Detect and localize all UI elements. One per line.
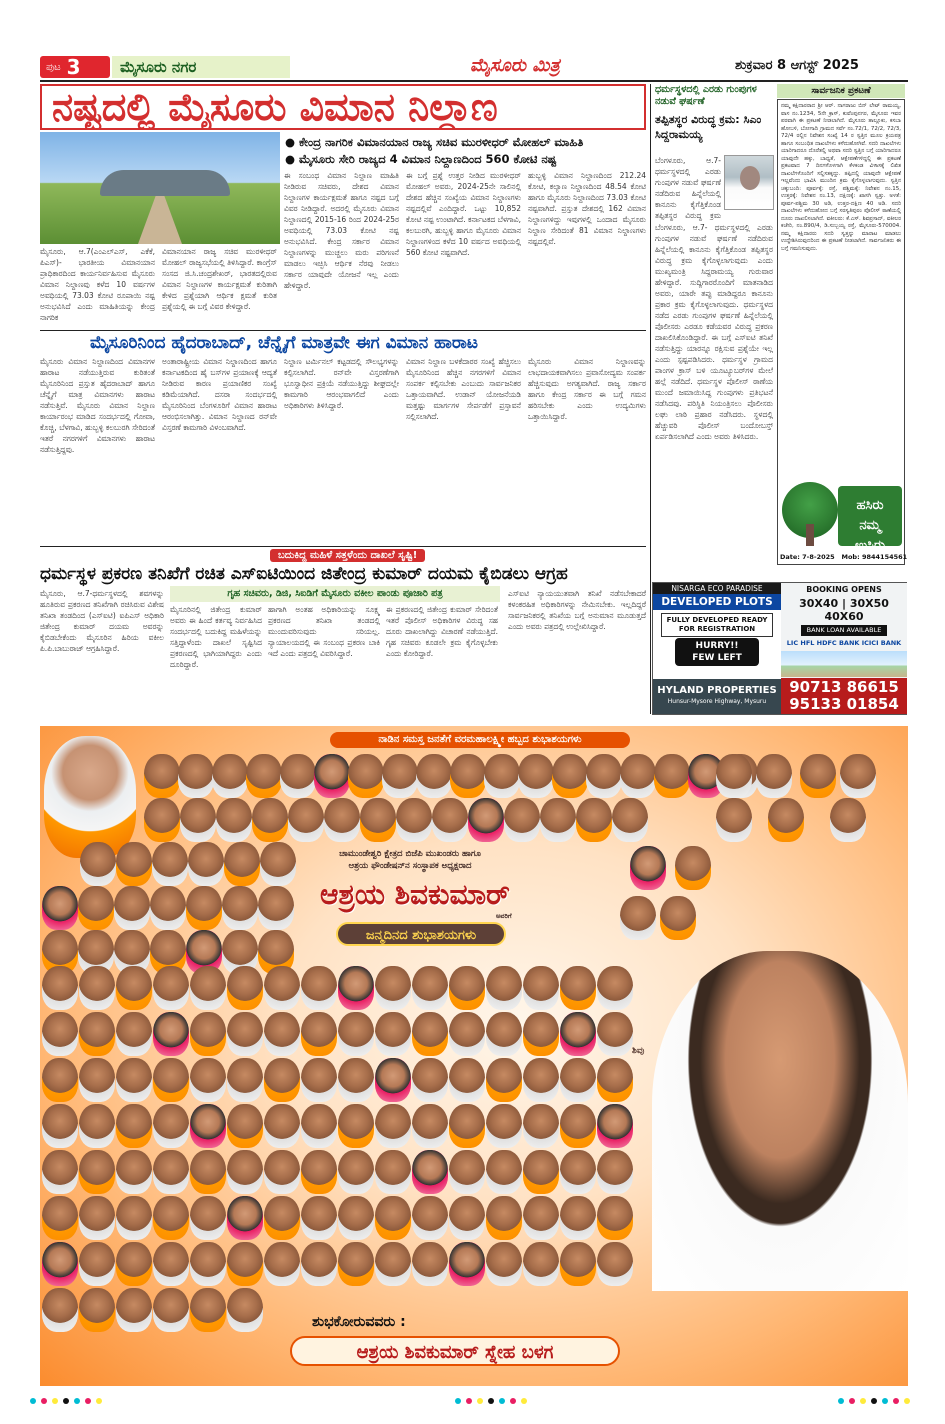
supporter-portrait — [523, 1242, 559, 1286]
registration-dot — [499, 1398, 505, 1404]
supporter-portrait — [630, 846, 666, 890]
second-column-3: ನಿಲ್ದಾಣ ಟರ್ಮಿನಲ್ ಕಟ್ಟಡದಲ್ಲಿ ಸೌಲಭ್ಯಗಳನ್ನು ಕಲ್ಪಿಸಲಾಗಿದೆ. ರನ್‌ವೇ ವಿಸ್ತರಣೆಗಾಗಿ ಭೂಸ್ವಾಧೀನ ಪ್ರಕ್ರಿಯೆ ನಡೆಯುತ್ತಿದ್ದು ಶೀಘ್ರದಲ್ಲೇ ಕಾಮಗಾರಿ ಆರಂಭವಾಗಲಿದೆ ಎಂದು ಅಧಿಕಾರಿಗಳು ತಿಳಿಸಿದ್ದಾರೆ. — [284, 357, 399, 410]
supporter-portrait — [360, 798, 396, 842]
supporter-portrait — [153, 1196, 189, 1240]
supporter-portrait — [486, 1012, 522, 1056]
story-divider — [40, 546, 646, 547]
second-column-1: ಮೈಸೂರು ವಿಮಾನ ನಿಲ್ದಾಣದಿಂದ ವಿಮಾನಗಳ ಹಾರಾಟ ನಡೆಯುತ್ತಿರುವ ಕುರಿತಂತೆ ಮೈಸೂರಿನಿಂದ ಪ್ರಸ್ತುತ ಹೈದರಾಬಾದ್ ಹಾಗೂ ಚೆನ್ನೈಗೆ ಮಾತ್ರ ವಿಮಾನಗಳು ಹಾರಾಟ ನಡೆಸುತ್ತಿವೆ. ಮೈಸೂರು ವಿಮಾನ ನಿಲ್ದಾಣ ಕಾರ್ಯಾರಂಭ ಮಾಡಿದ ಸಂದರ್ಭದಲ್ಲಿ ಗೋವಾ, ಕೊಚ್ಚಿ, ಬೆಳಗಾವಿ, ಹುಬ್ಬಳ್ಳಿ ಕಲಬುರಗಿ ಸೇರಿದಂತೆ ಇತರೆ ನಗರಗಳಿಗೆ ವಿಮಾನಗಳು ಹಾರಾಟ ನಡೆಸುತ್ತಿದ್ದವು. — [40, 357, 155, 454]
honoree-description: ಚಾಮುಂಡೇಶ್ವರಿ ಕ್ಷೇತ್ರದ ಬಿಜೆಪಿ ಮುಖಂಡರು ಹಾಗೂ ಆಶ್ರಯ ಫೌಂಡೇಷನ್‌ನ ಸಂಸ್ಥಾಪಕ ಅಧ್ಯಕ್ಷರಾದ — [339, 849, 481, 871]
supporter-portrait — [144, 798, 180, 842]
supporter-portrait — [800, 754, 836, 798]
lead-column-5: ಹುಬ್ಬಳ್ಳಿ ವಿಮಾನ ನಿಲ್ದಾಣದಿಂದ 212.24 ಕೋಟಿ, ಕಲ್ಯಾಣ ನಿಲ್ದಾಣದಿಂದ 48.54 ಕೋಟಿ ಹಾಗೂ ಮೈಸೂರು ನಿಲ್ದಾಣದಿಂದ 73.03 ಕೋಟಿ ನಷ್ಟವಾಗಿದೆ. ಪ್ರಸ್ತುತ ದೇಶದಲ್ಲಿ 162 ವಿಮಾನ ನಿಲ್ದಾಣಗಳಿದ್ದು ಇವುಗಳಲ್ಲಿ ಒಂದಾದ ಮೈಸೂರು ನಿಲ್ದಾಣ ಸೇರಿದಂತೆ 81 ವಿಮಾನ ನಿಲ್ದಾಣಗಳು ನಷ್ಟದಲ್ಲಿವೆ. — [528, 171, 646, 246]
supporter-portrait — [180, 798, 216, 842]
supporter-portrait — [178, 754, 214, 798]
re-site-photo — [781, 651, 907, 677]
supporter-portrait — [412, 1104, 448, 1148]
supporter-portrait — [190, 1150, 226, 1194]
third-column-4: ಈ ಪ್ರಕರಣದಲ್ಲಿ ಜಿತೇಂದ್ರ ಕುಮಾರ್ ಸೇರಿದಂತೆ ಇತರೆ ಪೊಲೀಸ್ ಅಧಿಕಾರಿಗಳ ವಿರುದ್ಧ ಸಹ ದೂರು ದಾಖಲಾಗಿದ್ದು ವಿಚಾರಣೆ ನಡೆಯುತ್ತಿದೆ. ಗೃಹ ಸಚಿವರು ಕೂಡಲೇ ಕ್ರಮ ಕೈಗೊಳ್ಳಬೇಕು ಎಂದು ಕೋರಿದ್ದಾರೆ. — [386, 605, 498, 658]
supporter-portrait — [79, 1196, 115, 1240]
supporter-portrait — [114, 886, 150, 930]
second-headline: ಮೈಸೂರಿನಿಂದ ಹೈದರಾಬಾದ್, ಚೆನ್ನೈಗೆ ಮಾತ್ರವೇ ಈಗ ವಿಮಾನ ಹಾರಾಟ — [90, 333, 478, 353]
supporter-portrait — [597, 1150, 633, 1194]
supporter-portrait — [314, 754, 350, 798]
honoree-signature: ಶಿವು — [632, 1046, 645, 1056]
second-column-5: ಮೈಸೂರು ವಿಮಾನ ನಿಲ್ದಾಣವನ್ನು ಲಾಭದಾಯಕವಾಗಿಸಲು ಪ್ರವಾಸೋದ್ಯಮ ಸಂಪರ್ಕ ಹೆಚ್ಚಿಸುವುದು ಅಗತ್ಯವಾಗಿದೆ. ರಾಜ್ಯ ಸರ್ಕಾರ ಹಾಗೂ ಕೇಂದ್ರ ಸರ್ಕಾರ ಈ ಬಗ್ಗೆ ಗಮನ ಹರಿಸಬೇಕು ಎಂದು ಉದ್ಯಮಿಗಳು ಒತ್ತಾಯಿಸಿದ್ದಾರೆ. — [528, 357, 646, 421]
supporter-portrait — [756, 754, 792, 798]
supporter-portrait — [560, 966, 596, 1010]
supporter-portrait — [504, 798, 540, 842]
supporter-portrait — [523, 1104, 559, 1148]
supporter-portrait — [153, 1012, 189, 1056]
supporter-portrait — [280, 754, 316, 798]
page-label: ಪುಟ — [46, 61, 61, 73]
supporter-portrait — [264, 966, 300, 1010]
supporter-portrait — [654, 754, 690, 798]
supporter-portrait — [660, 896, 696, 940]
third-column-3: ಹಾಗಾಗಿ ಅಂತಹ ಅಧಿಕಾರಿಯನ್ನು ಸೂಕ್ಷ್ಮ ಪ್ರಕರಣದ ತನಿಖಾ ತಂಡದಲ್ಲಿ ಮುಂದುವರಿಸುವುದು ಸರಿಯಲ್ಲ. ನ್ಯಾಯಾಲಯದಲ್ಲಿ ಈ ಸಂಬಂಧ ಪ್ರಕರಣ ಬಾಕಿ ಇದೆ ಎಂದು ಪತ್ರದಲ್ಲಿ ವಿವರಿಸಿದ್ದಾರೆ. — [268, 605, 380, 658]
lead-column-4: ಈ ಬಗ್ಗೆ ಪ್ರಶ್ನೆ ಉತ್ತರ ನೀಡಿದ ಮುರಳೀಧರ್ ಮೋಹಲ್ ಅವರು, 2024-25ನೇ ಸಾಲಿನಲ್ಲಿ ದೇಶದ ಹೆಚ್ಚಿನ ಸಂಖ್ಯೆಯ ವಿಮಾನ ನಿಲ್ದಾಣಗಳು ನಷ್ಟದಲ್ಲಿವೆ ಎಂದಿದ್ದಾರೆ. ಒಟ್ಟು 10,852 ಕೋಟಿ ನಷ್ಟ ಉಂಟಾಗಿದೆ. ಕರ್ನಾಟಕದ ಬೆಳಗಾವಿ, ಕಲಬುರಗಿ, ಹುಬ್ಬಳ್ಳಿ ಹಾಗೂ ಮೈಸೂರು ವಿಮಾನ ನಿಲ್ದಾಣಗಳಿಂದ ಕಳೆದ 10 ವರ್ಷದ ಅವಧಿಯಲ್ಲಿ 560 ಕೋಟಿ ನಷ್ಟವಾಗಿದೆ. — [406, 171, 521, 257]
registration-dot — [849, 1398, 855, 1404]
supporter-portrait — [42, 1196, 78, 1240]
public-notice-heading: ಸಾರ್ವಜನಿಕ ಪ್ರಕಟಣೆ — [777, 84, 905, 98]
supporter-portrait — [227, 1104, 263, 1148]
supporter-portrait — [42, 1104, 78, 1148]
green-campaign-text: ಹಸಿರು ನಮ್ಮ ಉಸಿರು — [838, 486, 902, 546]
section-name: ಮೈಸೂರು ನಗರ — [112, 56, 290, 78]
supporter-portrait — [338, 1150, 374, 1194]
supporter-portrait — [79, 1150, 115, 1194]
supporter-portrait — [227, 1150, 263, 1194]
re-project-name: NISARGA ECO PARADISE — [653, 583, 781, 594]
side-body-top: ಬೆಂಗಳೂರು, ಆ.7- ಧರ್ಮಸ್ಥಳದಲ್ಲಿ ಎರಡು ಗುಂಪುಗಳ ನಡುವೆ ಘರ್ಷಣೆ ನಡೆದಿರುವ ಹಿನ್ನೆಲೆಯಲ್ಲಿ ಕಾನೂನು ಕೈಗೆತ್ತಿಕೊಂಡ ತಪ್ಪಿತಸ್ಥರ ವಿರುದ್ಧ ಕ್ರಮ — [655, 156, 721, 220]
supporter-portrait — [301, 1242, 337, 1286]
wishers-label: ಶುಭಕೋರುವವರು : — [312, 1314, 406, 1330]
lead-headline: ನಷ್ಟದಲ್ಲಿ ಮೈಸೂರು ವಿಮಾನ ನಿಲ್ದಾಣ — [40, 84, 646, 130]
supporter-portrait — [79, 1242, 115, 1286]
real-estate-ad — [652, 582, 907, 715]
supporter-portrait — [190, 1058, 226, 1102]
supporter-portrait — [486, 1196, 522, 1240]
re-phone-numbers: 90713 86615 95133 01854 — [781, 678, 907, 714]
third-column-1: ಮೈಸೂರು, ಆ.7-ಧರ್ಮಸ್ಥಳದಲ್ಲಿ ಶವಗಳನ್ನು ಹೂತಿರುವ ಪ್ರಕರಣದ ತನಿಖೆಗಾಗಿ ರಚಿಸಿರುವ ವಿಶೇಷ ತನಿಖಾ ತಂಡದಿಂದ (ಎಸ್‌ಐಟಿ) ಐಪಿಎಸ್ ಅಧಿಕಾರಿ ಜಿತೇಂದ್ರ ಕುಮಾರ್ ದಯಮ ಅವರನ್ನು ಕೈಬಿಡಬೇಕೆಂದು ಮೈಸೂರಿನ ಹಿರಿಯ ವಕೀಲ ಪಿ.ಪಿ.ಬಾಬುರಾಜ್ ಆಗ್ರಹಿಸಿದ್ದಾರೆ. — [40, 589, 164, 653]
supporter-portrait — [523, 1058, 559, 1102]
supporter-portrait — [560, 1012, 596, 1056]
lead-column-2: ವಿಮಾನಯಾನ ರಾಜ್ಯ ಸಚಿವ ಮುರಳೀಧರ್ ಮೋಹಲ್ ರಾಜ್ಯಸಭೆಯಲ್ಲಿ ತಿಳಿಸಿದ್ದಾರೆ. ಕಾಂಗ್ರೆಸ್ ಸಂಸದ ಜಿ.ಸಿ.ಚಂದ್ರಶೇಖರ್, ಭಾರತದಲ್ಲಿರುವ ವಿಮಾನ ನಿಲ್ದಾಣಗಳ ಕಾರ್ಯಕ್ಷಮತೆ ಕುರಿತಾಗಿ ಕೇಳಿದ ಪ್ರಶ್ನೆಯಾಗಿ ಆರ್ಥಿಕ ಕ್ಷಮತೆ ಕುರಿತ ಪ್ರಶ್ನೆಯಲ್ಲಿ ಈ ಬಗ್ಗೆ ವಿವರ ಕೇಳಿದ್ದಾರೆ. — [162, 247, 277, 311]
birthday-wishes: ಜನ್ಮದಿನದ ಶುಭಾಶಯಗಳು — [336, 922, 506, 946]
lead-bullet-2: ● ಮೈಸೂರು ಸೇರಿ ರಾಜ್ಯದ 4 ವಿಮಾನ ನಿಲ್ದಾಣದಿಂದ 560 ಕೋಟಿ ನಷ್ಟ — [285, 152, 557, 166]
supporter-portrait — [412, 1196, 448, 1240]
supporter-portrait — [675, 846, 711, 890]
supporter-portrait — [116, 1288, 152, 1332]
supporter-portrait — [375, 1242, 411, 1286]
supporter-portrait — [264, 1012, 300, 1056]
supporter-portrait — [227, 1288, 263, 1332]
supporter-portrait — [523, 966, 559, 1010]
lead-column-3: ಈ ಸಂಬಂಧ ವಿಮಾನ ನಿಲ್ದಾಣ ಮಾಹಿತಿ ನೀಡಿರುವ ಸಚಿವರು, ದೇಶದ ವಿಮಾನ ನಿಲ್ದಾಣಗಳ ಕಾರ್ಯಕ್ಷಮತೆ ಹಾಗೂ ನಷ್ಟದ ಬಗ್ಗೆ ವಿವರ ನೀಡಿದ್ದಾರೆ. ಅದರಲ್ಲಿ ಮೈಸೂರು ವಿಮಾನ ನಿಲ್ದಾಣದಲ್ಲಿ 2015-16 ರಿಂದ 2024-25ರ ಅವಧಿಯಲ್ಲಿ 73.03 ಕೋಟಿ ನಷ್ಟ ಅನುಭವಿಸಿದೆ. ಕೇಂದ್ರ ಸರ್ಕಾರ ವಿಮಾನ ನಿಲ್ದಾಣಗಳನ್ನು ಮುಚ್ಚಲು ಮರು ಪರಿಗಣನೆ ಮಾಡಲು ಇಚ್ಛಿಸಿ ಆರ್ಥಿಕ ನೆರವು ನೀಡಲು ಸರ್ಕಾರ ಯಾವುದೇ ಯೋಜನೆ ಇಲ್ಲ ಎಂದು ಹೇಳಿದ್ದಾರೆ. — [284, 171, 399, 290]
supporter-portrait — [227, 1012, 263, 1056]
airport-photo — [40, 132, 280, 244]
supporter-portrait — [79, 1012, 115, 1056]
supporter-portrait — [597, 1196, 633, 1240]
supporter-portrait — [597, 1242, 633, 1286]
supporter-portrait — [79, 1058, 115, 1102]
green-campaign-logo — [776, 480, 904, 552]
supporter-portrait — [597, 1104, 633, 1148]
supporter-portrait — [523, 1012, 559, 1056]
issue-date: ಶುಕ್ರವಾರ 8 ಆಗಸ್ಟ್ 2025 — [735, 58, 859, 73]
supporter-portrait — [432, 798, 468, 842]
supporter-portrait — [716, 798, 752, 842]
supporter-portrait — [264, 1058, 300, 1102]
third-column-5: ಎಸ್‌ಐಟಿ ನ್ಯಾಯಯುತವಾಗಿ ತನಿಖೆ ನಡೆಸಬೇಕಾದರೆ ಕಳಂಕರಹಿತ ಅಧಿಕಾರಿಗಳನ್ನು ನೇಮಿಸಬೇಕು. ಇಲ್ಲದಿದ್ದರೆ ಸಾರ್ವಜನಿಕರಲ್ಲಿ ತನಿಖೆಯ ಬಗ್ಗೆ ಅನುಮಾನ ಮೂಡುತ್ತದೆ ಎಂದು ಅವರು ಪತ್ರದಲ್ಲಿ ಉಲ್ಲೇಖಿಸಿದ್ದಾರೆ. — [508, 589, 646, 631]
supporter-portrait — [42, 1058, 78, 1102]
supporter-portrait — [338, 966, 374, 1010]
supporter-portrait — [560, 1058, 596, 1102]
supporter-portrait — [227, 1196, 263, 1240]
supporter-portrait — [449, 1058, 485, 1102]
supporter-portrait — [540, 798, 576, 842]
registration-dot — [466, 1398, 472, 1404]
registration-dot — [477, 1398, 483, 1404]
festival-banner: ನಾಡಿನ ಸಮಸ್ತ ಜನತೆಗೆ ವರಮಹಾಲಕ್ಷ್ಮೀ ಹಬ್ಬದ ಶುಭಾಶಯಗಳು — [330, 732, 630, 748]
re-ad-right — [781, 583, 907, 714]
re-loan-badge: BANK LOAN AVAILABLE — [801, 625, 887, 636]
supporter-portrait — [153, 1104, 189, 1148]
supporter-portrait — [830, 798, 866, 842]
registration-dot — [30, 1398, 36, 1404]
supporter-portrait — [212, 754, 248, 798]
supporter-portrait — [190, 1196, 226, 1240]
supporter-portrait — [42, 966, 78, 1010]
supporter-portrait — [190, 966, 226, 1010]
registration-dot — [85, 1398, 91, 1404]
supporter-portrait — [79, 966, 115, 1010]
re-ad-left — [653, 583, 781, 714]
supporter-portrait — [216, 798, 252, 842]
supporter-portrait — [153, 1150, 189, 1194]
garden-path — [138, 196, 182, 244]
supporter-portrait — [301, 1196, 337, 1240]
supporter-portrait — [396, 798, 432, 842]
supporter-portrait — [252, 798, 288, 842]
chief-minister-photo — [724, 155, 774, 210]
third-byline: ಗೃಹ ಸಚಿವರು, ಡಿಜಿ, ಸಿಐಡಿಗೆ ಮೈಸೂರು ವಕೀಲ ಪಾಂಡು ಪೂಜಾರಿ ಪತ್ರ — [170, 586, 500, 602]
side-headline: ತಪ್ಪಿತಸ್ಥರ ವಿರುದ್ಧ ಕ್ರಮ: ಸಿಎಂ ಸಿದ್ದರಾಮಯ್ಯ — [655, 113, 762, 141]
supporter-portrait — [116, 1104, 152, 1148]
side-body: ಬೆಂಗಳೂರು, ಆ.7- ಧರ್ಮಸ್ಥಳದಲ್ಲಿ ಎರಡು ಗುಂಪುಗಳ ನಡುವೆ ಘರ್ಷಣೆ ನಡೆದಿರುವ ಹಿನ್ನೆಲೆಯಲ್ಲಿ ಕಾನೂನು ಕೈಗೆತ್ತಿಕೊಂಡ ತಪ್ಪಿತಸ್ಥರ ವಿರುದ್ಧ ಕ್ರಮ ಕೈಗೊಳ್ಳಲಾಗುವುದು ಎಂದು ಮುಖ್ಯಮಂತ್ರಿ ಸಿದ್ದರಾಮಯ್ಯ ಗುರುವಾರ ಹೇಳಿದ್ದಾರೆ. ಸುದ್ದಿಗಾರರೊಂದಿಗೆ ಮಾತನಾಡಿದ ಅವರು, ಯಾರೇ ತಪ್ಪು ಮಾಡಿದ್ದರೂ ಕಾನೂನು ಪ್ರಕಾರ ಕ್ರಮ ಕೈಗೊಳ್ಳಲಾಗುವುದು. ಧರ್ಮಸ್ಥಳದ ನಡೆದ ಎರಡು ಗುಂಪುಗಳ ಘರ್ಷಣೆ ಹಿನ್ನೆಲೆಯಲ್ಲಿ ಪೊಲೀಸರು ಎರಡೂ ಕಡೆಯವರ ವಿರುದ್ಧ ಪ್ರಕರಣ ದಾಖಲಿಸಿಕೊಂಡಿದ್ದಾರೆ. ಈ ಬಗ್ಗೆ ಎಸ್‌ಐಟಿ ತನಿಖೆ ನಡೆಸುತ್ತಿದ್ದು ಯಾರನ್ನೂ ರಕ್ಷಿಸುವ ಪ್ರಶ್ನೆಯೇ ಇಲ್ಲ ಎಂದು ಸ್ಪಷ್ಟಪಡಿಸಿದರು. ಧರ್ಮಸ್ಥಳ ಗ್ರಾಮದ ಪಾಂಗಳ ಕ್ರಾಸ್ ಬಳಿ ಯೂಟ್ಯೂಬರ್‌ಗಳ ಮೇಲೆ ಹಲ್ಲೆ ನಡೆದಿದೆ. ಧರ್ಮಸ್ಥಳ ಪೊಲೀಸ್ ಠಾಣೆಯ ಮುಂದೆ ಜಮಾಯಿಸಿದ್ದ ಗುಂಪುಗಳು ಪ್ರತಿಭಟನೆ ನಡೆಸಿದವು. ಪರಿಸ್ಥಿತಿ ನಿಯಂತ್ರಿಸಲು ಪೊಲೀಸರು ಲಘು ಲಾಠಿ ಪ್ರಹಾರ ನಡೆಸಿದರು. ಸ್ಥಳದಲ್ಲಿ ಹೆಚ್ಚುವರಿ ಪೊಲೀಸ್ ಬಂದೋಬಸ್ತ್ ಏರ್ಪಡಿಸಲಾಗಿದೆ ಎಂದು ಅವರು ತಿಳಿಸಿದರು. — [655, 223, 773, 441]
supporter-portrait — [552, 754, 588, 798]
supporter-portrait — [227, 1242, 263, 1286]
supporter-portrait — [153, 1058, 189, 1102]
re-subline: FULLY DEVELOPED READY FOR REGISTRATION — [661, 613, 773, 637]
supporter-portrait — [227, 966, 263, 1010]
side-kicker: ಧರ್ಮಸ್ಥಳದಲ್ಲಿ ಎರಡು ಗುಂಪುಗಳ ನಡುವೆ ಘರ್ಷಣೆ — [655, 84, 757, 107]
supporter-portrait — [348, 754, 384, 798]
registration-dot — [41, 1398, 47, 1404]
supporter-portrait — [597, 966, 633, 1010]
supporter-portrait — [42, 1288, 78, 1332]
supporter-portrait — [338, 1242, 374, 1286]
supporter-portrait — [79, 1104, 115, 1148]
registration-dot — [860, 1398, 866, 1404]
supporter-portrait — [576, 798, 612, 842]
masthead-divider — [40, 80, 908, 82]
supporter-portrait — [264, 1104, 300, 1148]
supporter-portrait — [375, 1150, 411, 1194]
third-headline: ಧರ್ಮಸ್ಥಳ ಪ್ರಕರಣ ತನಿಖೆಗೆ ರಚಿತ ಎಸ್‌ಐಟಿಯಿಂದ ಜಿತೇಂದ್ರ ಕುಮಾರ್ ದಯಮ ಕೈಬಿಡಲು ಆಗ್ರಹ — [40, 564, 568, 584]
supporter-portrait — [116, 1150, 152, 1194]
supporter-portrait — [468, 798, 504, 842]
birthday-greeting-ad — [40, 726, 908, 1386]
supporter-portrait — [768, 798, 804, 842]
re-plot-sizes: 30X40 | 30X50 40X60 — [799, 597, 889, 623]
supporter-portrait — [264, 1150, 300, 1194]
supporter-portrait — [560, 1104, 596, 1148]
supporter-portrait — [597, 1012, 633, 1056]
supporter-portrait — [518, 754, 554, 798]
supporter-portrait — [338, 1012, 374, 1056]
public-notice-text: ನಮ್ಮ ಕಕ್ಷಿದಾರರಾದ ಶ್ರೀ ಆರ್. ನಾಗರಾಜು ಬಿನ್ ಲೇಟ್ ರಾಮಯ್ಯ, ವಾಸ ನಂ.1234, 5ನೇ ಕ್ರಾಸ್, ಕುವೆಂಪುನಗರ, ಮೈಸೂರು ಇವರ ಪರವಾಗಿ ಈ ಪ್ರಕಟಣೆ ನೀಡಲಾಗಿದೆ. ಮೈಸೂರು ತಾಲ್ಲೂಕು, ಕಸಬಾ ಹೋಬಳಿ, ಬೋಗಾದಿ ಗ್ರಾಮದ ಸರ್ವೆ ನಂ.72/1, 72/2, 72/3, 72/4 ರಲ್ಲಿನ ನಿವೇಶನ ಸಂಖ್ಯೆ 14 ರ ಸ್ವತ್ತಿನ ಮೂಲ ಕ್ರಯಪತ್ರ ಹಾಗೂ ಸಂಬಂಧಿತ ದಾಖಲೆಗಳು ಕಳೆದುಹೋಗಿವೆ. ಸದರಿ ದಾಖಲೆಗಳು ಯಾರಿಗಾದರೂ ದೊರೆತಲ್ಲಿ ಅಥವಾ ಸದರಿ ಸ್ವತ್ತಿನ ಬಗ್ಗೆ ಯಾರಿಗಾದರೂ ಯಾವುದೇ ಹಕ್ಕು, ಬಾಧ್ಯತೆ, ಆಕ್ಷೇಪಣೆಗಳಿದ್ದಲ್ಲಿ ಈ ಪ್ರಕಟಣೆ ಪ್ರಕಟವಾದ 7 ದಿನಗಳೊಳಗಾಗಿ ಕೆಳಕಂಡ ವಿಳಾಸಕ್ಕೆ ಲಿಖಿತ ದಾಖಲೆಗಳೊಂದಿಗೆ ಸಲ್ಲಿಸತಕ್ಕದ್ದು. ತಪ್ಪಿದಲ್ಲಿ ಯಾವುದೇ ಆಕ್ಷೇಪಣೆ ಇಲ್ಲವೆಂದು ಭಾವಿಸಿ ಮುಂದಿನ ಕ್ರಮ ಕೈಗೊಳ್ಳಲಾಗುವುದು. ಸ್ವತ್ತಿನ ಚಕ್ಕುಬಂದಿ: ಪೂರ್ವಕ್ಕೆ: ರಸ್ತೆ, ಪಶ್ಚಿಮಕ್ಕೆ: ನಿವೇಶನ ನಂ.15, ಉತ್ತರಕ್ಕೆ: ನಿವೇಶನ ನಂ.13, ದಕ್ಷಿಣಕ್ಕೆ: ಖಾಸಗಿ ಸ್ವತ್ತು. ಅಳತೆ: ಪೂರ್ವ-ಪಶ್ಚಿಮ 30 ಅಡಿ, ಉತ್ತರ-ದಕ್ಷಿಣ 40 ಅಡಿ. ಸದರಿ ದಾಖಲೆಗಳು ಕಳೆದುಹೋದ ಬಗ್ಗೆ ಸರಸ್ವತಿಪುರಂ ಪೊಲೀಸ್ ಠಾಣೆಯಲ್ಲಿ ದೂರು ದಾಖಲಿಸಲಾಗಿದೆ. ವಕೀಲರು: ಕೆ.ಎಸ್. ಶಿವಪ್ರಸಾದ್, ವಕೀಲರ ಕಚೇರಿ, ನಂ.890/4, ಡಿ.ಸುಬ್ಬಯ್ಯ ರಸ್ತೆ, ಮೈಸೂರು-570004. ನಮ್ಮ ಕಕ್ಷಿದಾರರು ಸದರಿ ಸ್ವತ್ತನ್ನು ಮಾರಾಟ ಮಾಡಲು ಉದ್ದೇಶಿಸಿರುವುದರಿಂದ ಈ ಪ್ರಕಟಣೆ ನೀಡಲಾಗಿದೆ. ಸಾರ್ವಜನಿಕರು ಈ ಬಗ್ಗೆ ಗಮನಿಸುವುದು. — [781, 103, 901, 252]
supporter-portrait — [190, 1104, 226, 1148]
supporter-portrait — [449, 966, 485, 1010]
registration-dot — [904, 1398, 910, 1404]
supporter-portrait — [560, 1196, 596, 1240]
supporter-portrait — [301, 1104, 337, 1148]
supporter-portrait — [116, 966, 152, 1010]
supporter-portrait — [227, 1058, 263, 1102]
honoree-suffix: ಅವರಿಗೆ — [496, 912, 512, 920]
supporter-portrait — [560, 1242, 596, 1286]
supporter-portrait — [42, 886, 78, 930]
supporter-portrait — [375, 1104, 411, 1148]
supporter-portrait — [416, 754, 452, 798]
supporter-portrait — [486, 1150, 522, 1194]
supporter-portrait — [152, 842, 188, 886]
supporter-portrait — [523, 1196, 559, 1240]
supporter-portrait — [449, 1150, 485, 1194]
supporter-portrait — [375, 1012, 411, 1056]
supporter-portrait — [301, 1058, 337, 1102]
lead-column-1: ಮೈಸೂರು, ಆ.7(ಎಂಎಲ್‌ಎಸ್, ಎಕೆಕೆ, ಪಿಎಸ್)- ಭಾರತೀಯ ವಿಮಾನಯಾನ ಪ್ರಾಧಿಕಾರದಿಂದ ಕಾರ್ಯನಿರ್ವಹಿಸುವ ಮೈಸೂರು ವಿಮಾನ ನಿಲ್ದಾಣವು ಕಳೆದ 10 ವರ್ಷಗಳ ಅವಧಿಯಲ್ಲಿ 73.03 ಕೋಟಿ ರೂಪಾಯಿ ನಷ್ಟ ಅನುಭವಿಸಿದೆ ಎಂದು ಮಾಹಿತಿಯನ್ನು ಕೇಂದ್ರ ನಾಗರಿಕ — [40, 247, 155, 322]
supporter-portrait — [412, 1058, 448, 1102]
page-number: 3 — [66, 55, 81, 79]
supporter-portrait — [153, 1288, 189, 1332]
supporter-portrait — [150, 886, 186, 930]
supporter-portrait — [264, 1242, 300, 1286]
newspaper-logo: ಮೈಸೂರು ಮಿತ್ರ — [470, 55, 560, 76]
supporter-portrait — [144, 754, 180, 798]
supporter-portrait — [222, 886, 258, 930]
re-booking: BOOKING OPENS — [806, 585, 882, 594]
supporter-portrait — [301, 1150, 337, 1194]
supporter-portrait — [586, 754, 622, 798]
supporter-portrait — [597, 1058, 633, 1102]
supporter-portrait — [301, 966, 337, 1010]
supporter-portrait — [79, 1288, 115, 1332]
supporter-portrait — [224, 842, 260, 886]
supporter-portrait — [116, 1242, 152, 1286]
supporter-portrait — [382, 754, 418, 798]
honoree-name: ಆಶ್ರಯ ಶಿವಕುಮಾರ್ — [320, 878, 510, 911]
wishers-group: ಆಶ್ರಯ ಶಿವಕುಮಾರ್ ಸ್ನೇಹ ಬಳಗ — [290, 1336, 620, 1366]
supporter-portrait — [116, 1196, 152, 1240]
supporter-portrait — [42, 1150, 78, 1194]
supporter-portrait — [412, 1242, 448, 1286]
registration-dot — [521, 1398, 527, 1404]
supporter-portrait — [375, 1058, 411, 1102]
re-bank-logos: LIC HFL HDFC BANK ICICI BANK — [786, 639, 902, 647]
story-divider — [40, 330, 646, 331]
second-column-4: ವಿಮಾನ ನಿಲ್ದಾಣ ಬಳಕೆದಾರರ ಸಂಖ್ಯೆ ಹೆಚ್ಚಿಸಲು ಮೈಸೂರಿನಿಂದ ಹೆಚ್ಚಿನ ನಗರಗಳಿಗೆ ವಿಮಾನ ಸಂಪರ್ಕ ಕಲ್ಪಿಸಬೇಕು ಎಂಬುದು ಸಾರ್ವಜನಿಕರ ಒತ್ತಾಯವಾಗಿದೆ. ಉಡಾನ್ ಯೋಜನೆಯಡಿ ಮತ್ತಷ್ಟು ಮಾರ್ಗಗಳ ಸೇರ್ಪಡೆಗೆ ಪ್ರಸ್ತಾವನೆ ಸಲ್ಲಿಸಲಾಗಿದೆ. — [406, 357, 521, 421]
supporter-portrait — [620, 754, 656, 798]
registration-dot — [96, 1398, 102, 1404]
supporter-portrait — [301, 1012, 337, 1056]
supporter-portrait — [153, 966, 189, 1010]
kicker-tag: ಬದುಕಿದ್ದ ಮಹಿಳೆ ಸತ್ತಳೆಂದು ದಾಖಲೆ ಸೃಷ್ಟಿ! — [270, 549, 425, 562]
supporter-portrait — [450, 754, 486, 798]
registration-dot — [488, 1398, 494, 1404]
notice-mobile: Mob: 9844154561 — [841, 553, 908, 561]
supporter-portrait — [116, 1058, 152, 1102]
supporter-portrait — [190, 1012, 226, 1056]
re-brand: HYLAND PROPERTIES Hunsur-Mysore Highway, Mysuru — [653, 679, 781, 714]
supporter-portrait — [486, 966, 522, 1010]
supporter-portrait — [412, 1150, 448, 1194]
supporter-portrait — [258, 886, 294, 930]
supporter-portrait — [42, 1012, 78, 1056]
second-column-2: ಅಂತಾರಾಷ್ಟ್ರೀಯ ವಿಮಾನ ನಿಲ್ದಾಣದಿಂದ ಹಾಗೂ ಕರ್ನಾಟಕದಿಂದ ಹೈ ಬಸ್‌ಗಳ ಪ್ರಯಾಣಕ್ಕೆ ಆದ್ಯತೆ ನೀಡಿರುವ ಕಾರಣ ಪ್ರಯಾಣಿಕರ ಸಂಖ್ಯೆ ಕಡಿಮೆಯಾಗಿದೆ. ದಸರಾ ಸಂದರ್ಭದಲ್ಲಿ ಮೈಸೂರಿನಿಂದ ಬೆಂಗಳೂರಿಗೆ ವಿಮಾನ ಹಾರಾಟ ಆರಂಭಿಸಲಾಗಿತ್ತು. ವಿಮಾನ ನಿಲ್ದಾಣದ ರನ್‌ವೇ ವಿಸ್ತರಣೆ ಕಾಮಗಾರಿ ವಿಳಂಬವಾಗಿದೆ. — [162, 357, 277, 432]
supporter-portrait — [560, 1150, 596, 1194]
supporter-portrait — [449, 1196, 485, 1240]
supporter-portrait — [116, 842, 152, 886]
supporter-portrait — [375, 966, 411, 1010]
supporter-portrait — [78, 886, 114, 930]
supporter-portrait — [324, 798, 360, 842]
registration-dot — [893, 1398, 899, 1404]
supporter-portrait — [288, 798, 324, 842]
supporter-portrait — [116, 1012, 152, 1056]
supporter-portrait — [412, 966, 448, 1010]
supporter-portrait — [246, 754, 282, 798]
supporter-portrait — [375, 1196, 411, 1240]
supporter-portrait — [449, 1012, 485, 1056]
supporter-portrait — [42, 1242, 78, 1286]
supporter-portrait — [338, 1104, 374, 1148]
supporter-portrait — [412, 1012, 448, 1056]
supporter-portrait — [840, 754, 876, 798]
leader-portrait — [44, 736, 136, 858]
supporter-portrait — [523, 1150, 559, 1194]
supporter-portrait — [264, 1196, 300, 1240]
registration-dot — [63, 1398, 69, 1404]
registration-dot — [882, 1398, 888, 1404]
notice-date: Date: 7-8-2025 — [780, 553, 835, 561]
third-column-2: ಮೈಸೂರಿನಲ್ಲಿ ಜಿತೇಂದ್ರ ಕುಮಾರ್ ಅವರು ಈ ಹಿಂದೆ ಕರ್ತವ್ಯ ನಿರ್ವಹಿಸಿದ ಸಂದರ್ಭದಲ್ಲಿ ಬದುಕಿದ್ದ ಮಹಿಳೆಯನ್ನು ಸತ್ತಿದ್ದಾಳೆಂದು ದಾಖಲೆ ಸೃಷ್ಟಿಸಿದ ಪ್ರಕರಣದಲ್ಲಿ ಭಾಗಿಯಾಗಿದ್ದರು ಎಂದು ದೂರಿದ್ದಾರೆ. — [170, 605, 262, 669]
lead-bullet-1: ● ಕೇಂದ್ರ ನಾಗರಿಕ ವಿಮಾನಯಾನ ರಾಜ್ಯ ಸಚಿವ ಮುರಳೀಧರ್ ಮೋಹಲ್ ಮಾಹಿತಿ — [285, 135, 584, 149]
registration-dot — [510, 1398, 516, 1404]
supporter-portrait — [338, 1196, 374, 1240]
supporter-portrait — [190, 1288, 226, 1332]
re-hurry-badge: HURRY!! FEW LEFT — [675, 638, 759, 666]
supporter-portrait — [80, 842, 116, 886]
column-divider — [650, 84, 651, 714]
supporter-portrait — [449, 1242, 485, 1286]
tree-trunk — [806, 524, 814, 546]
supporter-portrait — [486, 1104, 522, 1148]
supporter-portrait — [486, 1242, 522, 1286]
supporter-portrait — [612, 798, 648, 842]
registration-dot — [52, 1398, 58, 1404]
re-headline: DEVELOPED PLOTS — [653, 594, 781, 610]
registration-dot — [74, 1398, 80, 1404]
supporter-portrait — [186, 886, 222, 930]
page-number-badge — [40, 56, 110, 78]
supporter-portrait — [620, 896, 656, 940]
registration-dot — [871, 1398, 877, 1404]
registration-dot — [838, 1398, 844, 1404]
supporter-portrait — [716, 754, 752, 798]
supporter-portrait — [486, 1058, 522, 1102]
supporter-portrait — [484, 754, 520, 798]
supporter-portrait — [190, 1242, 226, 1286]
supporter-portrait — [188, 842, 224, 886]
registration-dot — [455, 1398, 461, 1404]
supporter-portrait — [338, 1058, 374, 1102]
supporter-portrait — [449, 1104, 485, 1148]
terminal-building — [100, 170, 230, 196]
supporter-portrait — [153, 1242, 189, 1286]
honoree-portrait — [652, 951, 908, 1291]
